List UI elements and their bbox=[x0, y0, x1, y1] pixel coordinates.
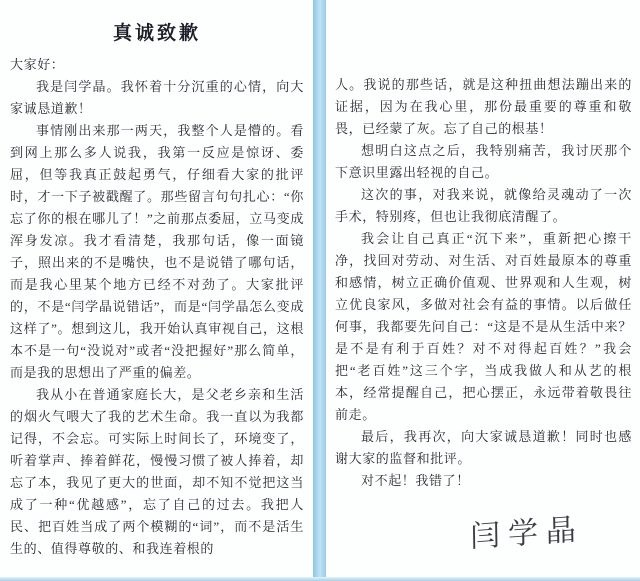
paragraph-surgery: 这次的事，对我来说，就像给灵魂动了一次手术，特别疼，但也让我彻底清醒了。 bbox=[335, 187, 632, 224]
paragraph-thanks: 最后，我再次，向大家诚恳道歉！同时也感谢大家的监督和批评。 bbox=[335, 429, 632, 466]
paragraph-intro: 我是闫学晶。我怀着十分沉重的心情，向大家诚恳道歉！ bbox=[10, 79, 304, 116]
paragraph-realization: 想明白这点之后，我特别痛苦，我讨厌那个下意识里露出轻视的自己。 bbox=[335, 143, 632, 180]
paragraph-reaction: 事情刚出来那一两天，我整个人是懵的。看到网上那么多人说我，我第一反应是惊讶、委屈，但等我真正鼓起勇气，仔细看大家的批评时，才一下子被戳醒了。那些留言句句扎心：“你忘了你的根在哪儿了！”之前那点委屈，立马变成浑身发凉。我才看清楚，我那句话，像一面镜子，照出来的不是嘴快，也不是说错了哪句话，而是我心里某个地方已经不对劲了。大家批评的，不是“闫学晶说错话”，而是“闫学晶怎么变成这样了”。想到这儿，我开始认真审视自己，这根本不是一句“没说对”或者“没把握好”那么简单，而是我的思想出了严重的偏差。 bbox=[10, 123, 304, 380]
continuation-paragraph: 人。我说的那些话，就是这种扭曲想法蹦出来的证据，因为在我心里，那份最重要的尊重和敬畏，已经蒙了灰。忘了自己的根基！ bbox=[335, 77, 632, 136]
left-page bbox=[0, 0, 313, 577]
photo-bottom-edge bbox=[0, 577, 640, 581]
salutation: 大家好： bbox=[10, 57, 65, 72]
page-gap-divider bbox=[313, 0, 326, 577]
paragraph-resolution: 我会让自己真正“沉下来”，重新把心擦干净，找回对劳动、对生活、对百姓最原本的尊重和感情，树立正确价值观、世界观和人生观，树立优良家风，多做对社会有益的事情。以后做任何事，我都要先问自己：“这是不是从生活中来？是不是有利于百姓？对不对得起百姓？”我会把“老百姓”这三个字，当成我做人和从艺的根本，经常提醒自己，把心摆正，永远带着敬畏往前走。 bbox=[335, 231, 632, 422]
paragraph-origin: 我从小在普通家庭长大，是父老乡亲和生活的烟火气喂大了我的艺术生命。我一直以为我都记得，不会忘。可实际上时间长了，环境变了，听着掌声、捧着鲜花，慢慢习惯了被人捧着，却忘了本，我见了更大的世面，却不知不觉把这当成了一种“优越感”，忘了自己的过去。我把人民、把百姓当成了两个模糊的“词”，而不是活生生的、值得尊敬的、和我连着根的 bbox=[10, 387, 304, 556]
letter-title: 真诚致歉 bbox=[112, 23, 201, 44]
closing-line: 对不起！我错了！ bbox=[361, 473, 470, 488]
handwritten-signature: 闫学晶 bbox=[469, 513, 585, 555]
signature-row bbox=[335, 508, 632, 555]
right-page bbox=[326, 0, 640, 577]
